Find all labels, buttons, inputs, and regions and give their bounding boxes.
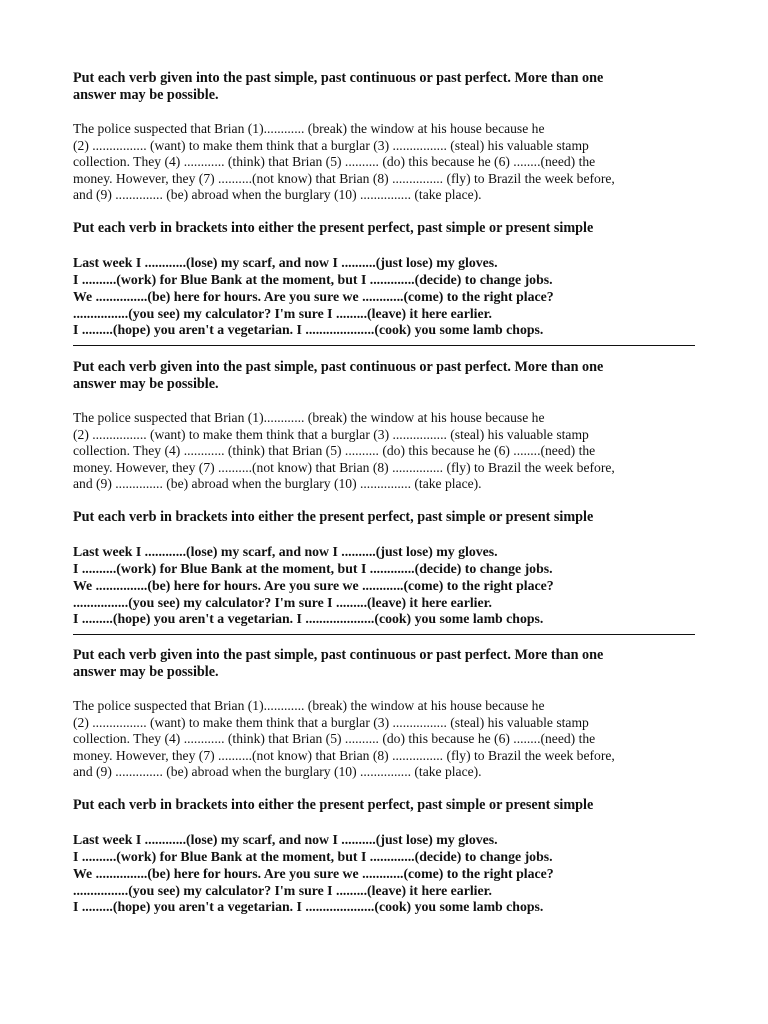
exercise-sentence: I .........(hope) you aren't a vegetarian. I ....................(cook) you some lamb chops. <box>73 322 544 337</box>
exercise-sentence: ................(you see) my calculator? I'm sure I .........(leave) it here earlier. <box>73 305 492 321</box>
exercise-sentence: I .........(hope) you aren't a vegetarian. I ....................(cook) you some lamb chops. <box>73 899 544 914</box>
instruction-heading: Put each verb given into the past simple, past continuous or past perfect. More than one <box>73 647 604 663</box>
paragraph-line: money. However, they (7) ..........(not know) that Brian (8) ............... (fly) to Brazil the week before, <box>73 170 615 186</box>
exercise-sentence: I .........(hope) you aren't a vegetarian. I ....................(cook) you some lamb chops. <box>73 611 544 626</box>
instruction-heading: answer may be possible. <box>73 376 219 392</box>
exercise-sentence: ................(you see) my calculator? I'm sure I .........(leave) it here earlier. <box>73 882 492 898</box>
exercise-sentence: I ..........(work) for Blue Bank at the moment, but I .............(decide) to change jobs. <box>73 561 553 576</box>
exercise-sentence: We ...............(be) here for hours. Are you sure we ............(come) to the right place? <box>73 578 554 593</box>
paragraph-line: collection. They (4) ............ (think) that Brian (5) .......... (do) this because he (6) ........(need) the <box>73 154 596 169</box>
instruction-heading: Put each verb in brackets into either the present perfect, past simple or present simple <box>73 509 594 525</box>
exercise-sentence: Last week I ............(lose) my scarf, and now I ..........(just lose) my gloves. <box>73 544 498 559</box>
divider-line <box>73 634 695 635</box>
paragraph-line: The police suspected that Brian (1)............ (break) the window at his house because he <box>73 121 545 136</box>
divider-line <box>73 345 695 346</box>
instruction-heading: Put each verb in brackets into either the present perfect, past simple or present simple <box>73 797 594 813</box>
paragraph-line: (2) ................ (want) to make them think that a burglar (3) ................ (steal) his valuable stamp <box>73 426 589 442</box>
paragraph-line: (2) ................ (want) to make them think that a burglar (3) ................ (steal) his valuable stamp <box>73 137 589 153</box>
paragraph-line: money. However, they (7) ..........(not know) that Brian (8) ............... (fly) to Brazil the week before, <box>73 459 615 475</box>
instruction-heading: Put each verb in brackets into either the present perfect, past simple or present simple <box>73 220 594 236</box>
instruction-heading: answer may be possible. <box>73 664 219 680</box>
exercise-sentence: I ..........(work) for Blue Bank at the moment, but I .............(decide) to change jobs. <box>73 272 553 287</box>
paragraph-line: and (9) .............. (be) abroad when the burglary (10) ............... (take place). <box>73 476 482 491</box>
instruction-heading: Put each verb given into the past simple, past continuous or past perfect. More than one <box>73 359 604 375</box>
paragraph-line: collection. They (4) ............ (think) that Brian (5) .......... (do) this because he (6) ........(need) the <box>73 443 596 458</box>
paragraph-line: (2) ................ (want) to make them think that a burglar (3) ................ (steal) his valuable stamp <box>73 714 589 730</box>
instruction-heading: Put each verb given into the past simple, past continuous or past perfect. More than one <box>73 70 604 86</box>
exercise-sentence: We ...............(be) here for hours. Are you sure we ............(come) to the right place? <box>73 289 554 304</box>
exercise-sentence: Last week I ............(lose) my scarf, and now I ..........(just lose) my gloves. <box>73 255 498 270</box>
exercise-block <box>73 647 695 944</box>
exercise-block <box>73 359 695 656</box>
paragraph-line: collection. They (4) ............ (think) that Brian (5) .......... (do) this because he (6) ........(need) the <box>73 731 596 746</box>
exercise-sentence: Last week I ............(lose) my scarf, and now I ..........(just lose) my gloves. <box>73 832 498 847</box>
paragraph-line: and (9) .............. (be) abroad when the burglary (10) ............... (take place). <box>73 187 482 202</box>
paragraph-line: money. However, they (7) ..........(not know) that Brian (8) ............... (fly) to Brazil the week before, <box>73 747 615 763</box>
exercise-sentence: We ...............(be) here for hours. Are you sure we ............(come) to the right place? <box>73 866 554 881</box>
paragraph-line: and (9) .............. (be) abroad when the burglary (10) ............... (take place). <box>73 764 482 779</box>
instruction-heading: answer may be possible. <box>73 87 219 103</box>
paragraph-line: The police suspected that Brian (1)............ (break) the window at his house because he <box>73 698 545 713</box>
exercise-sentence: ................(you see) my calculator? I'm sure I .........(leave) it here earlier. <box>73 594 492 610</box>
exercise-block <box>73 70 695 367</box>
exercise-sentence: I ..........(work) for Blue Bank at the moment, but I .............(decide) to change jobs. <box>73 849 553 864</box>
paragraph-line: The police suspected that Brian (1)............ (break) the window at his house because he <box>73 410 545 425</box>
